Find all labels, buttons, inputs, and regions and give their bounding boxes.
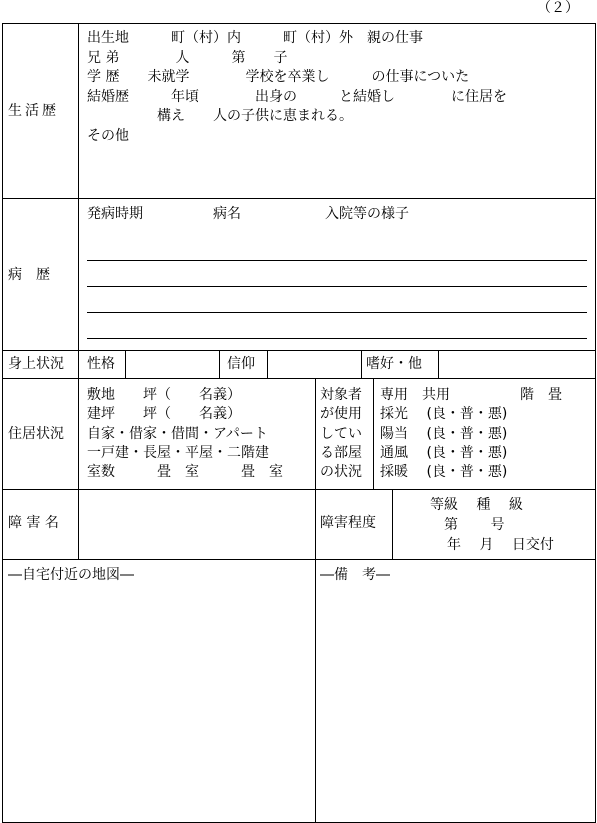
divider xyxy=(2,378,596,379)
room-line: 通風 (良・普・悪) xyxy=(380,445,508,461)
life-history-label: 生活歴 xyxy=(8,103,59,119)
room-line: 採光 (良・普・悪) xyxy=(380,406,508,422)
writing-line xyxy=(87,286,587,287)
page-number: （２） xyxy=(537,0,579,16)
divider xyxy=(2,559,596,560)
divider xyxy=(125,350,126,378)
housing-line: 建坪 坪（ 名義） xyxy=(87,406,241,422)
room-line: 採暖 (良・普・悪) xyxy=(380,464,508,480)
personality-label: 性格 xyxy=(87,356,115,372)
divider xyxy=(373,378,374,489)
life-history-line: その他 xyxy=(87,128,129,144)
writing-line xyxy=(87,338,587,339)
disability-line: 等級 種 級 xyxy=(430,497,523,513)
medical-history-header: 発病時期 病名 入院等の様子 xyxy=(87,206,409,222)
housing-line: 敷地 坪（ 名義） xyxy=(87,387,241,403)
life-history-line: 出生地 町（村）内 町（村）外 親の仕事 xyxy=(87,30,423,46)
writing-line xyxy=(87,260,587,261)
divider xyxy=(2,350,596,351)
disability-line: 第 号 xyxy=(444,517,505,533)
hobbies-label: 嗜好・他 xyxy=(366,356,422,372)
life-history-line: 構え 人の子供に恵まれる。 xyxy=(87,108,353,124)
life-history-line: 学 歴 未就学 学校を卒業し の仕事についた xyxy=(87,69,470,85)
divider xyxy=(361,350,362,378)
room-label-line: してい xyxy=(320,426,362,442)
divider xyxy=(438,350,439,378)
disability-line: 年 月 日交付 xyxy=(447,537,554,553)
room-label-line: る部屋 xyxy=(320,445,362,461)
medical-history-label: 病 歴 xyxy=(8,267,50,283)
divider xyxy=(315,378,316,823)
room-label-line: 対象者 xyxy=(320,387,362,403)
writing-line xyxy=(87,312,587,313)
disability-label: 障 害 名 xyxy=(8,515,59,531)
room-line: 専用 共用 階 畳 xyxy=(380,387,562,403)
divider xyxy=(2,489,596,490)
room-line: 陽当 (良・普・悪) xyxy=(380,426,508,442)
room-label-line: の状況 xyxy=(320,464,362,480)
life-history-line: 兄 弟 人 第 子 xyxy=(87,50,288,66)
divider xyxy=(392,489,393,559)
divider xyxy=(2,198,596,199)
housing-line: 自家・借家・借間・アパート xyxy=(87,426,268,442)
housing-line: 一戸建・長屋・平屋・二階建 xyxy=(87,445,269,461)
religion-label: 信仰 xyxy=(227,356,255,372)
map-label: ―自宅付近の地図― xyxy=(8,567,134,583)
divider xyxy=(219,350,220,378)
remarks-label: ―備 考― xyxy=(320,567,390,583)
housing-label: 住居状況 xyxy=(8,426,64,442)
label-column-divider xyxy=(78,23,79,559)
personal-label: 身上状況 xyxy=(8,356,64,372)
divider xyxy=(267,350,268,378)
disability-degree-label: 障害程度 xyxy=(320,515,376,531)
room-label-line: が使用 xyxy=(320,406,362,422)
life-history-line: 結婚歴 年頃 出身の と結婚し に住居を xyxy=(87,89,507,105)
housing-line: 室数 畳 室 畳 室 xyxy=(87,464,283,480)
